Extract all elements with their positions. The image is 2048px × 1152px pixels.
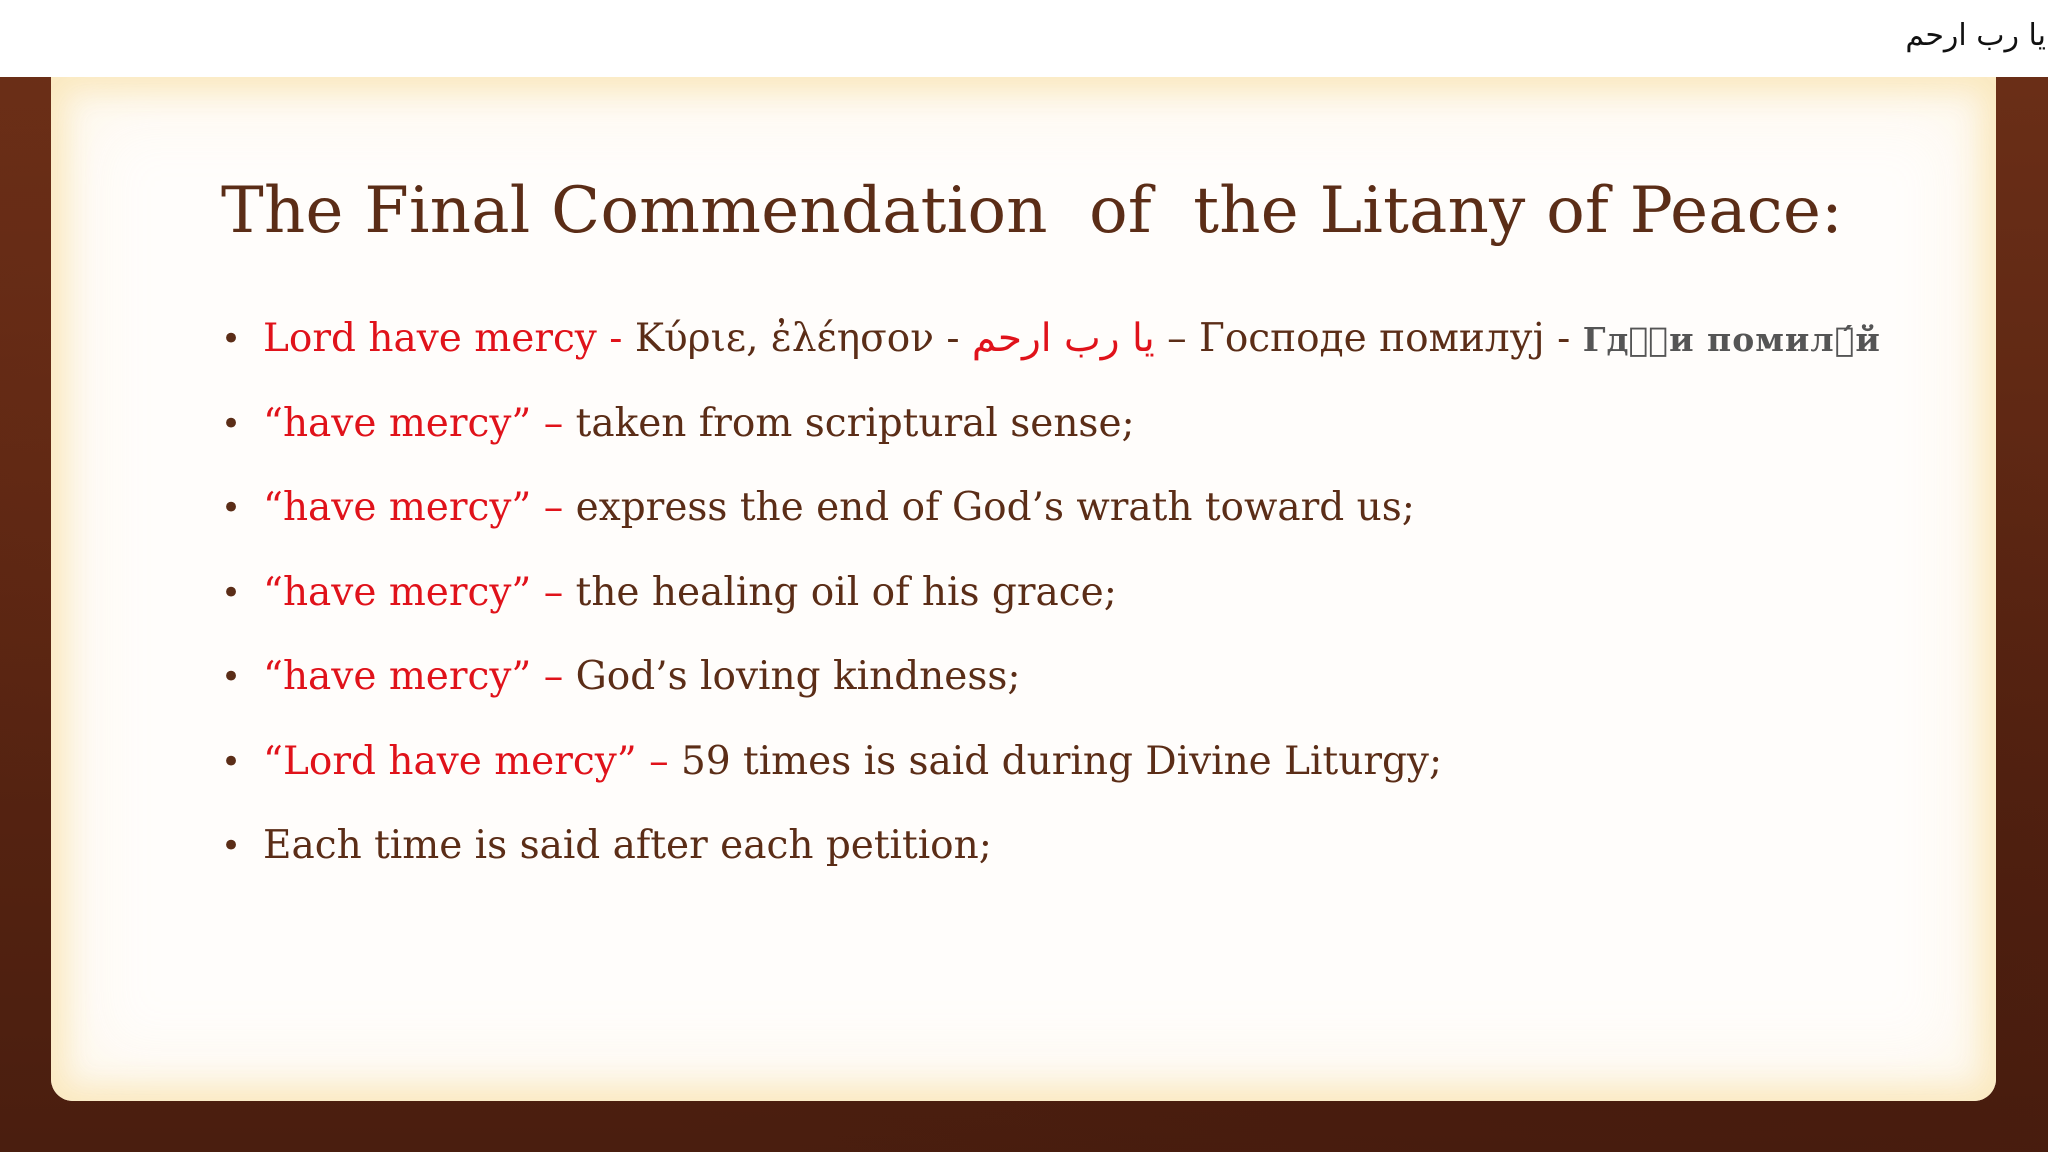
- bullet-item: [221, 382, 1881, 467]
- bullet-highlight: “Lord have mercy” –: [263, 738, 682, 784]
- bullet-text: Each time is said after each petition;: [263, 823, 992, 868]
- bullet-text: express the end of God’s wrath toward us;: [575, 485, 1415, 530]
- bullet-icon: •: [221, 572, 242, 613]
- bullet-icon: •: [221, 403, 242, 444]
- slide-panel: [51, 77, 1996, 1101]
- bullet-list: [221, 297, 1881, 889]
- bullet-text: 59 times is said during Divine Liturgy;: [681, 738, 1443, 784]
- bullet-item: [221, 720, 1881, 805]
- bullet-arabic-text: يا رب ارحم: [971, 316, 1155, 361]
- bullet-icon: •: [221, 741, 242, 782]
- bullet-icon: •: [221, 826, 242, 866]
- slavonic-inscription: Гдⷭ҇и помилꙋ́й: [1582, 320, 1881, 359]
- bullet-item: [221, 466, 1881, 551]
- bullet-icon: •: [221, 657, 242, 697]
- bullet-item: [221, 551, 1881, 636]
- bullet-text: taken from scriptural sense;: [575, 400, 1135, 446]
- bullet-item: [221, 635, 1881, 720]
- slide-frame: [0, 77, 2048, 1152]
- bullet-highlight: Lord have mercy -: [263, 316, 635, 361]
- bullet-icon: •: [221, 488, 242, 528]
- bullet-highlight: “have mercy” –: [263, 485, 576, 530]
- bullet-item: [221, 804, 1881, 889]
- top-bar-text: يا رب ارحم: [1905, 18, 2046, 53]
- bullet-icon: •: [221, 319, 242, 359]
- bullet-text-serbian: – Господе помилуј -: [1154, 316, 1583, 361]
- bullet-text: the healing oil of his grace;: [575, 569, 1117, 615]
- bullet-text: God’s loving kindness;: [575, 654, 1021, 699]
- top-bar: [0, 0, 2048, 77]
- bullet-highlight: “have mercy” –: [263, 400, 576, 446]
- bullet-highlight: “have mercy” –: [263, 654, 576, 699]
- bullet-item: [221, 297, 1881, 382]
- bullet-text: Κύριε, ἐλέησον -: [634, 316, 972, 361]
- slide-title: The Final Commendation of the Litany of Peace:: [221, 174, 1843, 248]
- bullet-highlight: “have mercy” –: [263, 569, 576, 615]
